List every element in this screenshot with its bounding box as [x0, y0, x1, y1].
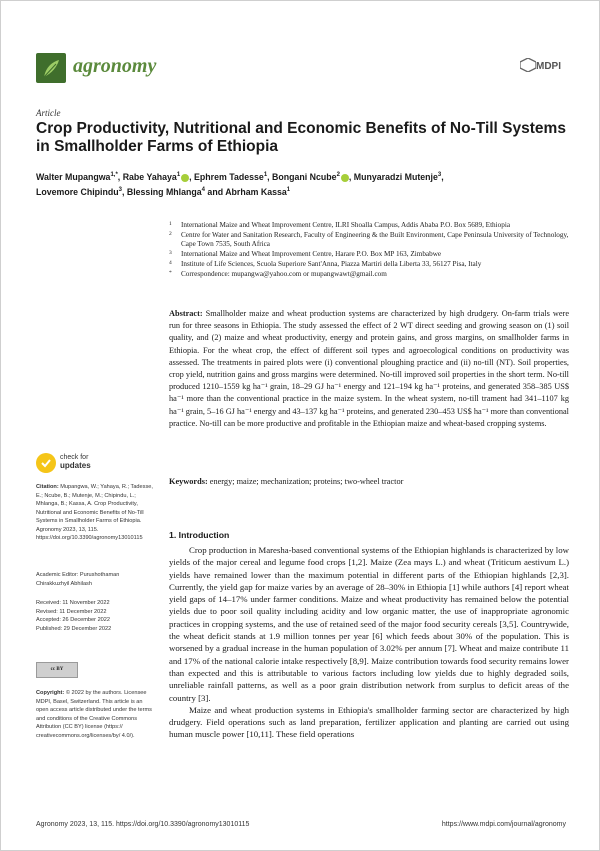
author-affiliation-marker: 1 [263, 172, 268, 178]
author-name[interactable]: Rabe Yahaya [122, 171, 177, 182]
author-affiliation-marker: 1,* [110, 172, 118, 178]
author-list [36, 169, 556, 199]
affiliation-text: International Maize and Wheat Improvement Centre, ILRI Shoalla Campus, Addis Ababa P.O. Box 5689, Ethiopia [181, 221, 511, 229]
author-affiliation-marker: 1 [176, 172, 181, 178]
keywords-label: Keywords: [169, 477, 208, 486]
author-separator: , [189, 171, 195, 182]
check-updates-icon [36, 453, 56, 473]
citation-text: Mupangwa, W.; Yahaya, R.; Tadesse, E.; Ncube, B.; Mutenje, M.; Chipindu, L.; Mhlanga, B.; Kassa, A. Crop Productivity, Nutritional and Economic Benefits of No-Till Systems in Smallholder Farms of Ethiopia. [36, 484, 153, 524]
author-name[interactable]: Abrham Kassa [225, 186, 287, 197]
keywords-text: energy; maize; mechanization; proteins; two-wheel tractor [209, 477, 404, 486]
author-separator: , [117, 171, 123, 182]
author-separator: , [441, 171, 444, 182]
orcid-icon[interactable] [181, 174, 189, 182]
copyright-block [36, 689, 154, 740]
mdpi-logo-icon [520, 58, 536, 72]
author-name[interactable]: Blessing Mhlanga [126, 186, 202, 197]
citation-label: Citation: [36, 484, 59, 490]
author-affiliation-marker: 2 [336, 172, 340, 178]
affiliation-text: International Maize and Wheat Improvement Centre, Harare P.O. Box MP 163, Zimbabwe [181, 249, 442, 258]
author-affiliation-marker: 4 [201, 186, 205, 193]
article-type: Article [36, 108, 61, 118]
affiliation-item [169, 221, 569, 230]
affiliation-item [169, 250, 569, 259]
author-name[interactable]: Walter Mupangwa [36, 171, 111, 182]
keywords [169, 476, 569, 488]
author-separator: , [121, 186, 127, 197]
journal-name: agronomy [73, 55, 157, 77]
affiliation-text: Institute of Life Sciences, Scuola Superiore Sant'Anna, Piazza Martiri della Liberta 33, 56127 Pisa, Italy [181, 259, 482, 268]
citation-block [36, 483, 154, 543]
copyright-label: Copyright: [36, 690, 65, 696]
author-separator: , [348, 171, 354, 182]
author-separator: and [204, 186, 226, 197]
publisher-name: MDPI [536, 61, 561, 72]
author-name[interactable]: Munyaradzi Mutenje [353, 171, 438, 182]
journal-logo-icon [36, 53, 66, 83]
copyright-text: © 2022 by the authors. Licensee MDPI, Basel, Switzerland. This article is an open access article distributed under the terms and conditions of the Creative Commons Attribution (CC BY) license (https:// creativecommons.org/licenses/by/ 4.0/). [36, 690, 152, 739]
abstract-label: Abstract: [169, 309, 203, 318]
orcid-icon[interactable] [341, 174, 349, 182]
affiliation-text: Centre for Water and Sanitation Research, Faculty of Engineering & the Built Environment, Cape Peninsula University of Technology, Cape Town 7535, South Africa [181, 230, 569, 248]
check-for-updates-button[interactable] [36, 453, 146, 479]
author-separator: , [267, 171, 273, 182]
footer-citation: Agronomy 2023, 13, 115. https://doi.org/10.3390/agronomy13010115 [36, 821, 250, 828]
academic-editor: Academic Editor: Purushothaman Chirakkuzhyil Abhilash [36, 572, 120, 587]
affiliation-number: * [169, 269, 172, 276]
dates-block [36, 599, 154, 633]
received-date: Received: 11 November 2022 [36, 600, 110, 606]
footer-journal-link[interactable]: https://www.mdpi.com/journal/agronomy [441, 821, 566, 828]
affiliations [169, 221, 569, 279]
published-date: Published: 29 December 2022 [36, 625, 112, 632]
author-name[interactable]: Lovemore Chipindu [36, 186, 119, 197]
author-affiliation-marker: 3 [437, 172, 442, 178]
affiliation-text: Correspondence: mupangwa@yahoo.com or mupangwawt@gmail.com [181, 269, 387, 278]
cc-by-license-icon[interactable]: cc BY [36, 662, 78, 678]
revised-date: Revised: 11 December 2022 [36, 608, 107, 615]
author-name[interactable]: Bongani Ncube [272, 171, 337, 182]
affiliation-item [169, 270, 569, 279]
affiliation-number: 3 [169, 249, 172, 256]
citation-doi-link[interactable]: Agronomy 2023, 13, 115. https://doi.org/10.3390/agronomy13010115 [36, 526, 143, 541]
abstract-text: Smallholder maize and wheat production systems are characterized by high drudgery. On-farm trials were run for three seasons in Ethiopia. The study assessed the effect of 2 WT direct seeding and growing season on (1) soil quality, and (2) maize and wheat productivity, energy and protein gains, and gross margins, on smallholder farms in Ethiopia. For the wheat crop, the effect of different soil types and agroecological conditions on productivity was assessed. The treatments in paired plots were (i) conventional ploughing practice and (ii) no-till (NT). Soil properties, crop yield, nutrition gains and gross margins were determined. No-till improved soil properties in the short term. No-till produced 1210–1559 kg ha⁻¹ grain, 18–29 GJ ha⁻¹ energy and 121–194 kg ha⁻¹ proteins, and generated 358–385 US$ ha⁻¹ more than the conventional practice in the maize system. In the wheat system, no-till trament had 341–1107 kg ha⁻¹ grain, 5–16 GJ ha⁻¹ energy and 43–137 kg ha⁻¹ proteins, and generated 230–453 US$ ha⁻¹ more than conventional practice. No-till can be more productive and profitable in the Ethiopian maize and wheat-based cropping systems. [169, 309, 569, 428]
affiliation-number: 2 [169, 230, 172, 237]
affiliation-number: 4 [169, 259, 172, 266]
intro-paragraph-2: Maize and wheat production systems in Ethiopia's smallholder farming sector are characterized by high drudgery. Field operations such as land preparation, fertilizer application and planting are carried out using human muscle power [10,11]. These field operations [169, 704, 569, 740]
check-updates-line2: updates [60, 461, 91, 470]
introduction-body [169, 544, 569, 741]
section-heading-introduction: 1. Introduction [169, 530, 230, 540]
accepted-date: Accepted: 26 December 2022 [36, 617, 111, 623]
author-affiliation-marker: 1 [286, 186, 291, 193]
author-name[interactable]: Ephrem Tadesse [194, 171, 264, 182]
check-updates-line1: check for [60, 454, 89, 461]
intro-paragraph-1: Crop production in Maresha-based conventional systems of the Ethiopian highlands is characterized by low yields of the major cereal and legume food crops [1,2]. Maize (Zea mays L.) and wheat (Triticum aestivum L.) yields have remained lower than the maximum potential in different parts of the Ethiopian highlands [2,3]. Currently, the yield gap for maize varies by an average of 28–30% in Ethiopia [1] while authors [4] report wheat yield gaps of 14–17% under farmer conditions. Maize and wheat productivity has remained below the potential yields due to poor soil quality including acidity and low organic matter, the use of inappropriate agronomic practices in cropping systems, and the use of retained seed of the major food security cereals [3,5]. Countrywide, the wheat deficit stands at 1.9 million tonnes per year [6] which feeds about 30% of the population. This is worsened by a gradual increase in the human population of 3.02% per annum [7]. Wheat and maize contribute 11 and 17% of the national calorie intake respectively [8,9]. Maize contribution towards food security remains lower than expected and this is attributable to various factors including low yields due to highly degraded soils, unreliable rainfall patterns, as well as a poor grain distribution network from surplus to deficit areas of the country [3]. [169, 545, 569, 703]
affiliation-item [169, 231, 569, 249]
article-title: Crop Productivity, Nutritional and Economic Benefits of No-Till Systems in Smallholder Farms of Ethiopia [36, 120, 566, 155]
affiliation-number: 1 [169, 221, 172, 227]
affiliation-item [169, 260, 569, 269]
author-affiliation-marker: 3 [118, 186, 122, 193]
abstract [169, 308, 569, 430]
